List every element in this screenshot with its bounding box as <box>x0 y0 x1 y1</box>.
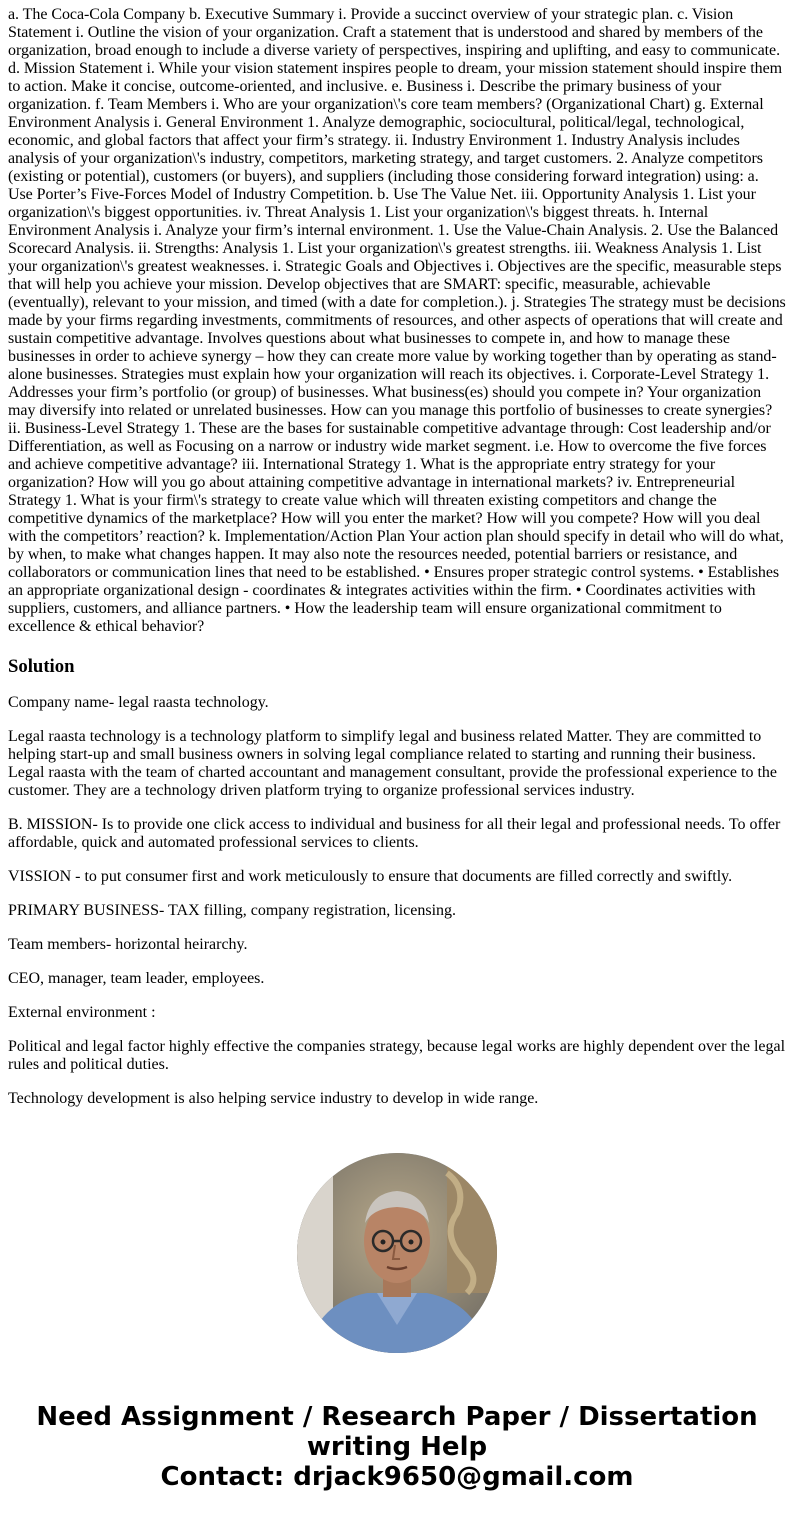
answer-paragraph: Political and legal factor highly effective the companies strategy, because legal works are highly dependent over the legal rules and political duties. <box>8 1038 786 1073</box>
solution-heading: Solution <box>8 656 75 677</box>
contact-footer <box>0 1402 794 1492</box>
answer-paragraph: PRIMARY BUSINESS- TAX filling, company registration, licensing. <box>8 902 457 919</box>
contact-email: Contact: drjack9650@gmail.com <box>160 1462 634 1492</box>
person-photo-icon <box>297 1153 497 1353</box>
author-avatar <box>297 1153 497 1353</box>
answer-paragraph: Technology development is also helping service industry to develop in wide range. <box>8 1090 539 1107</box>
answer-paragraph: Team members- horizontal heirarchy. <box>8 936 248 953</box>
question-text: a. The Coca-Cola Company b. Executive Summary i. Provide a succinct overview of your strategic plan. c. Vision Statement i. Outline the vision of your organization. Craft a statement that is understood and shared by members of the organization, broad enough to include a diverse variety of perspectives, inspiring and uplifting, and easy to communicate. d. Mission Statement i. While your vision statement inspires people to dream, your mission statement should inspire them to action. Make it concise, outcome-oriented, and inclusive. e. Business i. Describe the primary business of your organization. f. Team Members i. Who are your organization\'s core team members? (Organizational Chart) g. External Environment Analysis i. General Environment 1. Analyze demographic, sociocultural, political/legal, technological, economic, and global factors that affect your firm’s strategy. ii. Industry Environment 1. Industry Analysis includes analysis of your organization\'s industry, competitors, marketing strategy, and target customers. 2. Analyze competitors (existing or potential), customers (or buyers), and suppliers (including those considering forward integration) using: a. Use Porter’s Five-Forces Model of Industry Competition. b. Use The Value Net. iii. Opportunity Analysis 1. List your organization\'s biggest opportunities. iv. Threat Analysis 1. List your organization\'s biggest threats. h. Internal Environment Analysis i. Analyze your firm’s internal environment. 1. Use the Value-Chain Analysis. 2. Use the Balanced Scorecard Analysis. ii. Strengths: Analysis 1. List your organization\'s greatest strengths. iii. Weakness Analysis 1. List your organization\'s greatest weaknesses. i. Strategic Goals and Objectives i. Objectives are the specific, measurable steps that will help you achieve your mission. Develop objectives that are SMART: specific, measurable, achievable (eventually), relevant to your mission, and timed (with a date for completion.). j. Strategies The strategy must be decisions made by your firms regarding investments, commitments of resources, and other aspects of operations that will create and sustain competitive advantage. Involves questions about what businesses to compete in, and how to manage these businesses in order to achieve synergy – how they can create more value by working together than by operating as stand-alone businesses. Strategies must explain how your organization will reach its objectives. i. Corporate-Level Strategy 1. Addresses your firm’s portfolio (or group) of businesses. What business(es) should you compete in? Your organization may diversify into related or unrelated businesses. How can you manage this portfolio of businesses to create synergies? ii. Business-Level Strategy 1. These are the bases for sustainable competitive advantage through: Cost leadership and/or Differentiation, as well as Focusing on a narrow or industry wide market segment. i.e. How to overcome the five forces and achieve competitive advantage? iii. International Strategy 1. What is the appropriate entry strategy for your organization? How will you go about attaining competitive advantage in international markets? iv. Entrepreneurial Strategy 1. What is your firm\'s strategy to create value which will threaten existing competitors and change the competitive dynamics of the marketplace? How will you enter the market? How will you compete? How will you deal with the competitors’ reaction? k. Implementation/Action Plan Your action plan should specify in detail who will do what, by when, to make what changes happen. It may also note the resources needed, potential barriers or resistance, and collaborators or communication lines that need to be established. • Ensures proper strategic control systems. • Establishes an appropriate organizational design - coordinates & integrates activities within the firm. • Coordinates activities with suppliers, customers, and alliance partners. • How the leadership team will ensure organizational commitment to excellence & ethical behavior? <box>8 6 786 635</box>
answer-paragraph: Company name- legal raasta technology. <box>8 694 269 711</box>
footer-line: writing Help <box>306 1432 488 1462</box>
answer-paragraph: CEO, manager, team leader, employees. <box>8 970 265 987</box>
answer-paragraph: B. MISSION- Is to provide one click access to individual and business for all their legal and professional needs. To offer affordable, quick and automated professional services to clients. <box>8 816 781 851</box>
answer-paragraph: Legal raasta technology is a technology platform to simplify legal and business related Matter. They are committed to helping start-up and small business owners in solving legal compliance related to starting and running their business. Legal raasta with the team of charted accountant and management consultant, provide the professional experience to the customer. They are a technology driven platform trying to organize professional services industry. <box>8 728 778 799</box>
answer-paragraph: VISSION - to put consumer first and work meticulously to ensure that documents are filled correctly and swiftly. <box>8 868 733 885</box>
solution-body <box>8 694 786 1108</box>
answer-paragraph: External environment : <box>8 1004 156 1021</box>
footer-line: Need Assignment / Research Paper / Dissertation <box>36 1402 758 1432</box>
